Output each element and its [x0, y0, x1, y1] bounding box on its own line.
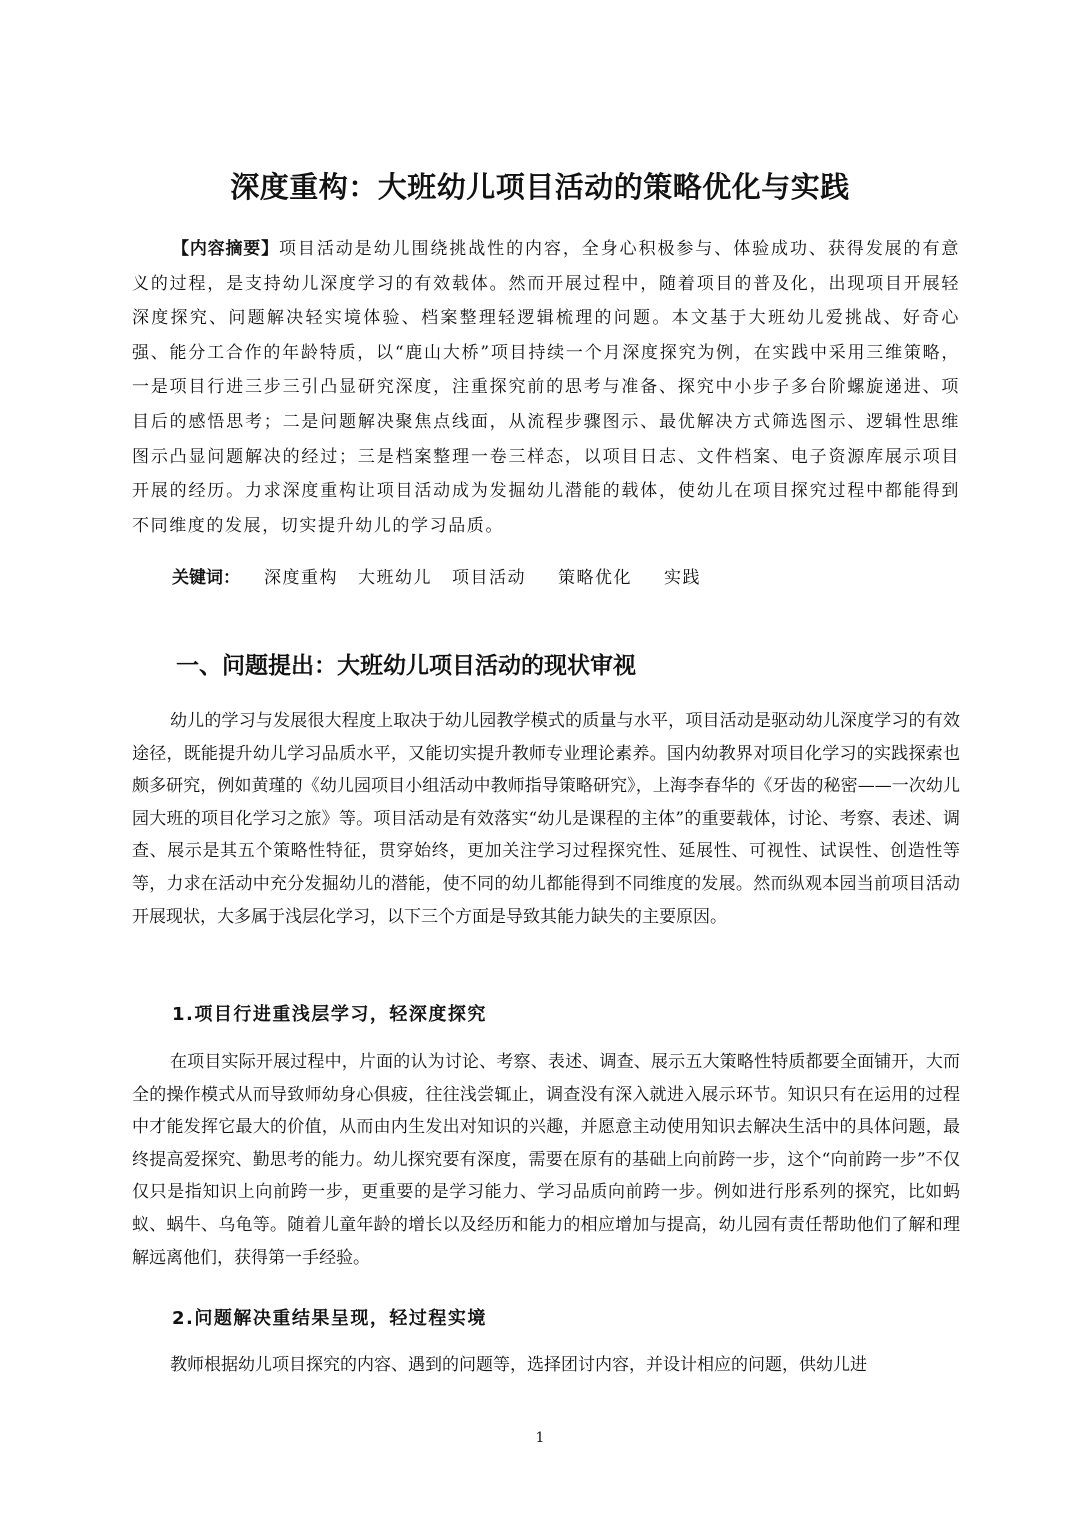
body-paragraph: 在项目实际开展过程中，片面的认为讨论、考察、表述、调查、展示五大策略性特质都要全面铺开，大而全的操作模式从而导致师幼身心俱疲，往往浅尝辄止，调查没有深入就进入展示环节。知识只有在运用的过程中才能发挥它最大的价值，从而由内生发出对知识的兴趣，并愿意主动使用知识去解决生活中的具体问题，最终提高爱探究、勤思考的能力。幼儿探究要有深度，需要在原有的基础上向前跨一步，这个“向前跨一步”不仅仅只是指知识上向前跨一步，更重要的是学习能力、学习品质向前跨一步。例如进行彤系列的探究，比如蚂蚁、蜗牛、乌龟等。随着儿童年龄的增长以及经历和能力的相应增加与提高，幼儿园有责任帮助他们了解和理解远离他们，获得第一手经验。 [132, 1052, 960, 1268]
subsection-heading: 2.问题解决重结果呈现，轻过程实境 [172, 1308, 487, 1329]
keyword-item: 实践 [664, 568, 701, 588]
body-paragraph: 幼儿的学习与发展很大程度上取决于幼儿园教学模式的质量与水平，项目活动是驱动幼儿深度学习的有效途径，既能提升幼儿学习品质水平，又能切实提升教师专业理论素养。国内幼教界对项目化学习的实践探索也颇多研究，例如黄瑾的《幼儿园项目小组活动中教师指导策略研究》，上海李春华的《牙齿的秘密——一次幼儿园大班的项目化学习之旅》等。项目活动是有效落实“幼儿是课程的主体”的重要载体，讨论、考察、表述、调查、展示是其五个策略性特征，贯穿始终，更加关注学习过程探究性、延展性、可视性、试误性、创造性等等，力求在活动中充分发掘幼儿的潜能，使不同的幼儿都能得到不同维度的发展。然而纵观本园当前项目活动开展现状，大多属于浅层化学习，以下三个方面是导致其能力缺失的主要原因。 [132, 711, 960, 927]
abstract-text: 项目活动是幼儿围绕挑战性的内容，全身心积极参与、体验成功、获得发展的有意义的过程，是支持幼儿深度学习的有效载体。然而开展过程中，随着项目的普及化，出现项目开展轻深度探究、问题解决轻实境体验、档案整理轻逻辑梳理的问题。本文基于大班幼儿爱挑战、好奇心强、能分工合作的年龄特质，以“鹿山大桥”项目持续一个月深度探究为例，在实践中采用三维策略，一是项目行进三步三引凸显研究深度，注重探究前的思考与准备、探究中小步子多台阶螺旋递进、项目后的感悟思考；二是问题解决聚焦点线面，从流程步骤图示、最优解决方式筛选图示、逻辑性思维图示凸显问题解决的经过；三是档案整理一卷三样态，以项目日志、文件档案、电子资源库展示项目开展的经历。力求深度重构让项目活动成为发掘幼儿潜能的载体，使幼儿在项目探究过程中都能得到不同维度的发展，切实提升幼儿的学习品质。 [132, 239, 960, 536]
body-paragraph: 教师根据幼儿项目探究的内容、遇到的问题等，选择团讨内容，并设计相应的问题，供幼儿进 [170, 1355, 867, 1375]
keyword-item: 项目活动 [452, 568, 526, 588]
page-number: 1 [535, 1430, 545, 1446]
keywords-label: 关键词： [172, 568, 240, 588]
document-title: 深度重构：大班幼儿项目活动的策略优化与实践 [230, 170, 850, 205]
section-heading: 一、问题提出：大班幼儿项目活动的现状审视 [176, 653, 636, 679]
keyword-item: 深度重构 [264, 568, 338, 588]
abstract-paragraph [132, 232, 960, 543]
keywords-line [172, 563, 952, 593]
subsection-heading: 1.项目行进重浅层学习，轻深度探究 [172, 1004, 487, 1025]
abstract-label: 【内容摘要】 [172, 239, 279, 259]
keyword-item: 大班幼儿 [358, 568, 432, 588]
keyword-item: 策略优化 [558, 568, 632, 588]
